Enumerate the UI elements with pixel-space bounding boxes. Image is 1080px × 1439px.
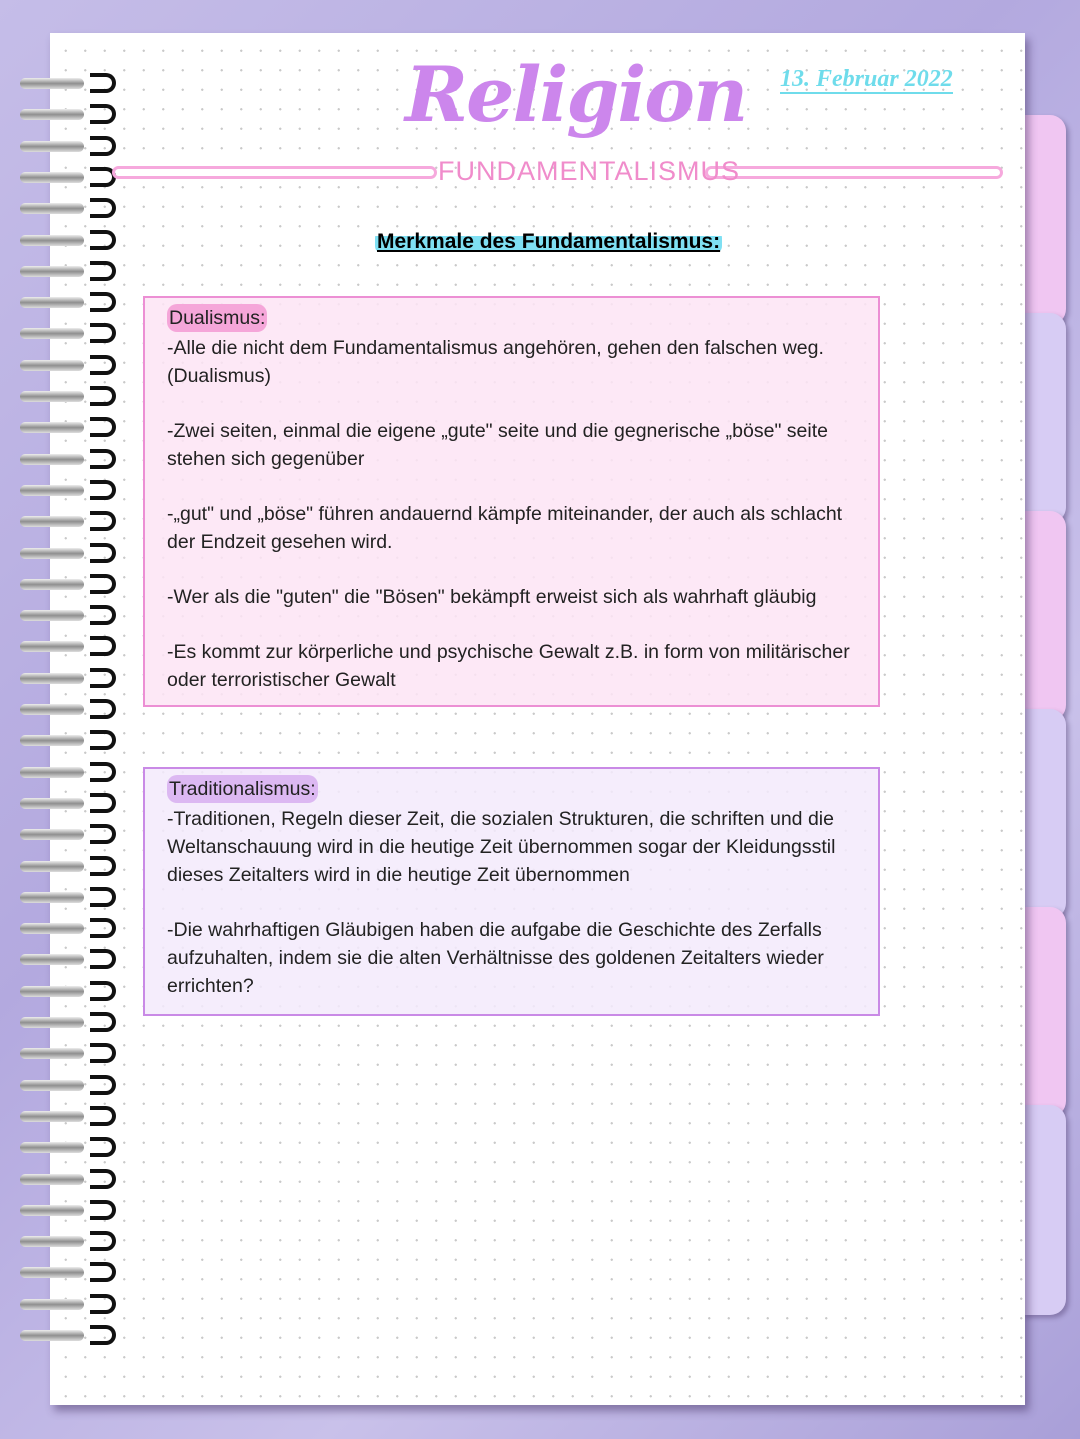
paragraph: -Zwei seiten, einmal die eigene „gute" seite und die gegnerische „böse" seite stehen sich gegenüber [167, 420, 828, 470]
page-title: Religion [405, 50, 747, 139]
paragraph: -„gut" und „böse" führen andauernd kämpfe miteinander, der auch als schlacht der Endzeit gesehen wird. [167, 503, 843, 553]
date-label: 13. Februar 2022 [780, 66, 953, 92]
spiral-ring [20, 449, 98, 469]
spiral-ring [20, 574, 98, 594]
spiral-ring [20, 480, 98, 500]
notebook-tab[interactable] [1022, 1105, 1066, 1315]
spiral-ring [20, 292, 98, 312]
spiral-ring [20, 543, 98, 563]
spiral-ring [20, 730, 98, 750]
notebook-tab[interactable] [1022, 907, 1066, 1117]
spiral-ring [20, 668, 98, 688]
spiral-ring [20, 386, 98, 406]
spiral-ring [20, 417, 98, 437]
spiral-ring [20, 198, 98, 218]
box-title: Dualismus: [167, 304, 267, 332]
paragraph: -Die wahrhaftigen Gläubigen haben die aufgabe die Geschichte des Zerfalls aufzuhalten, indem sie die alten Verhältnisse des goldenen Zeitalters wieder errichten? [167, 919, 824, 997]
spiral-ring [20, 1294, 98, 1314]
spiral-ring [20, 1262, 98, 1282]
spiral-ring [20, 887, 98, 907]
spiral-ring [20, 1200, 98, 1220]
section-heading: Merkmale des Fundamentalismus: [377, 230, 721, 253]
divider-left [112, 166, 437, 179]
spiral-ring [20, 1012, 98, 1032]
spiral-ring [20, 104, 98, 124]
spiral-ring [20, 949, 98, 969]
notebook-tab[interactable] [1022, 115, 1066, 325]
spiral-ring [20, 1137, 98, 1157]
spiral-ring [20, 1043, 98, 1063]
spiral-ring [20, 136, 98, 156]
notebook-tab[interactable] [1022, 313, 1066, 523]
spiral-ring [20, 1231, 98, 1251]
notebook-tab[interactable] [1022, 511, 1066, 721]
page-subtitle: FUNDAMENTALISMUS [438, 156, 741, 186]
spiral-ring [20, 605, 98, 625]
spiral-ring [20, 793, 98, 813]
spiral-ring [20, 918, 98, 938]
paragraph: -Wer als die "guten" die "Bösen" bekämpft erweist sich als wahrhaft gläubig [167, 586, 817, 608]
spiral-ring [20, 1325, 98, 1345]
divider-right [705, 166, 1003, 179]
paragraph: -Traditionen, Regeln dieser Zeit, die sozialen Strukturen, die schriften und die Weltanschauung wird in die heutige Zeit übernommen sogar der Kleidungsstil dieses Zeitalters wird in die heutige Zeit übernommen [167, 808, 836, 886]
dualismus-box [143, 296, 880, 707]
spiral-ring [20, 1075, 98, 1095]
spiral-ring [20, 636, 98, 656]
spiral-ring [20, 981, 98, 1001]
spiral-ring [20, 261, 98, 281]
spiral-ring [20, 73, 98, 93]
paragraph: -Alle die nicht dem Fundamentalismus angehören, gehen den falschen weg. (Dualismus) [167, 337, 824, 387]
spiral-ring [20, 323, 98, 343]
spiral-ring [20, 824, 98, 844]
spiral-ring [20, 167, 98, 187]
spiral-ring [20, 511, 98, 531]
spiral-ring [20, 1169, 98, 1189]
notebook-tab[interactable] [1022, 709, 1066, 919]
spiral-ring [20, 856, 98, 876]
spiral-ring [20, 1106, 98, 1126]
paragraph: -Es kommt zur körperliche und psychische Gewalt z.B. in form von militärischer oder terroristischer Gewalt [167, 641, 850, 691]
spiral-ring [20, 699, 98, 719]
box-title: Traditionalismus: [167, 775, 318, 803]
spiral-ring [20, 762, 98, 782]
traditionalismus-box [143, 767, 880, 1016]
spiral-ring [20, 230, 98, 250]
spiral-ring [20, 355, 98, 375]
